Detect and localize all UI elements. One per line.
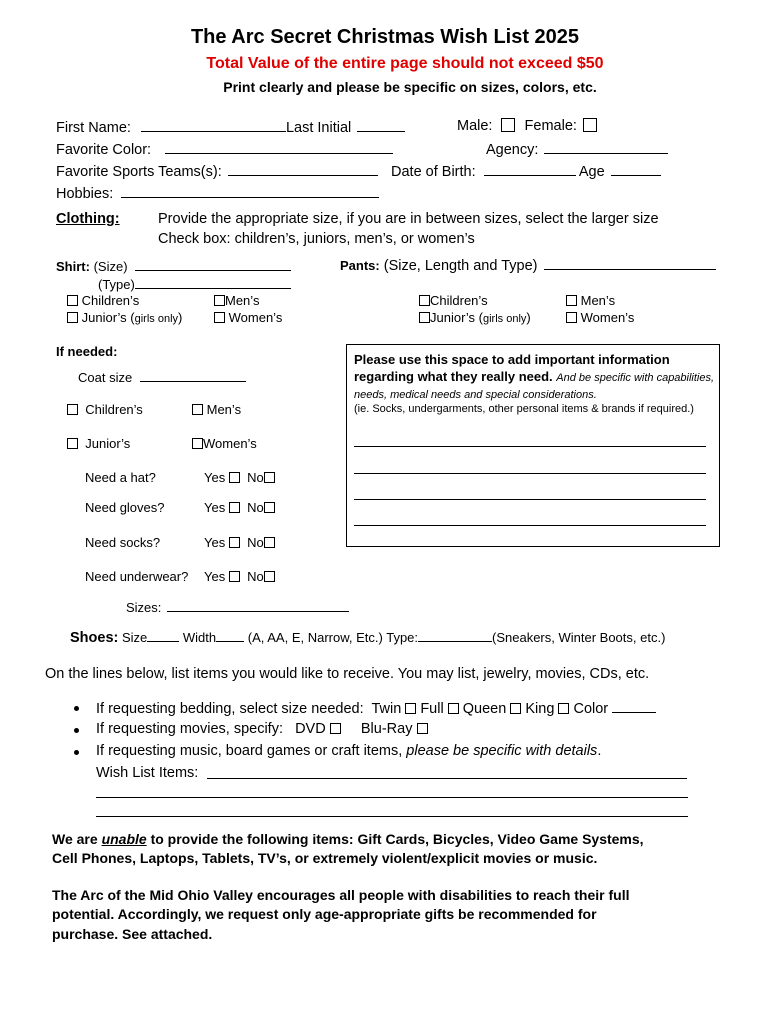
female-checkbox[interactable] [583, 118, 597, 132]
age-field[interactable] [611, 162, 661, 176]
male-checkbox[interactable] [501, 118, 515, 132]
bullet-bedding [74, 706, 79, 711]
full-label: Full [420, 701, 444, 717]
page-title: The Arc Secret Christmas Wish List 2025 [190, 26, 580, 48]
gloves-question: Need gloves? [85, 500, 165, 515]
first-name-field[interactable] [141, 118, 286, 132]
pants-mens-checkbox[interactable] [566, 295, 577, 306]
shoes-size-label: Size [121, 630, 148, 645]
underwear-options [204, 569, 275, 584]
wishlist-line-3[interactable] [96, 816, 688, 817]
pants-womens-option[interactable] [566, 310, 634, 325]
hobbies-row [56, 184, 379, 202]
coat-size-label: Coat size [78, 370, 133, 385]
bluray-label: Blu-Ray [360, 721, 413, 737]
sports-row [56, 162, 378, 180]
shirt-type-label: (Type) [98, 277, 135, 292]
sports-field[interactable] [228, 162, 378, 176]
hobbies-label: Hobbies: [56, 186, 114, 202]
music-specific-note: please be specific with details [406, 743, 598, 759]
socks-no-checkbox[interactable] [264, 537, 275, 548]
underwear-no-label: No [247, 569, 264, 584]
gloves-yes-label: Yes [204, 500, 226, 515]
shirt-size-field[interactable] [135, 257, 291, 271]
unable-pre: We are [52, 831, 98, 847]
special-needs-instructions [354, 351, 716, 417]
clothing-instructions: Provide the appropriate size, if you are in between sizes, select the larger size [158, 211, 659, 227]
coat-mens-checkbox[interactable] [192, 404, 203, 415]
girls-only-note: girls only [134, 313, 179, 325]
king-label: King [525, 701, 555, 717]
agency-field[interactable] [544, 140, 668, 154]
pants-girls-only-note: girls only [482, 313, 527, 325]
bluray-checkbox[interactable] [417, 723, 428, 734]
special-needs-line-4[interactable] [354, 525, 706, 526]
hat-question: Need a hat? [85, 470, 156, 485]
if-needed-heading: If needed: [56, 344, 118, 359]
coat-juniors-option[interactable] [67, 436, 130, 451]
pants-row [340, 256, 716, 274]
pants-womens-label: Women’s [580, 310, 635, 325]
coat-juniors-checkbox[interactable] [67, 438, 78, 449]
shoes-label: Shoes: [70, 630, 119, 646]
dob-field[interactable] [484, 162, 576, 176]
sizes-label: Sizes: [126, 600, 162, 615]
full-checkbox[interactable] [448, 703, 459, 714]
wishlist-line-2[interactable] [96, 797, 688, 798]
queen-checkbox[interactable] [510, 703, 521, 714]
coat-size-field[interactable] [140, 368, 246, 382]
shoes-type-field[interactable] [418, 628, 492, 642]
bedding-color-field[interactable] [612, 699, 656, 713]
socks-options [204, 535, 275, 550]
favorite-color-field[interactable] [165, 140, 393, 154]
pants-childrens-label: Children’s [430, 293, 488, 308]
bedding-label: If requesting bedding, select size needed: [96, 701, 364, 717]
bedding-row [96, 699, 656, 717]
special-needs-italic: And be specific with capabilities, needs, medical needs and special considerations. [354, 372, 715, 401]
underwear-question: Need underwear? [85, 569, 189, 584]
coat-juniors-label: Junior’s [85, 436, 131, 451]
pants-field[interactable] [544, 256, 716, 270]
shoes-width-field[interactable] [216, 628, 244, 642]
close-paren: ) [178, 310, 183, 325]
shirt-type-field[interactable] [135, 275, 291, 289]
gender-row [457, 118, 597, 134]
pants-close-paren: ) [526, 310, 531, 325]
value-limit-notice: Total Value of the entire page should not exceed $50 [206, 55, 604, 72]
shirt-size-label: (Size) [93, 259, 128, 274]
clothing-checkbox-note: Check box: children’s, juniors, men’s, or women’s [158, 231, 475, 247]
shirt-size-row [56, 257, 291, 274]
sizes-field[interactable] [167, 598, 349, 612]
agency-label: Agency: [486, 142, 539, 158]
coat-mens-label: Men’s [206, 402, 242, 417]
unable-post: to provide the following items: Gift Cards, Bicycles, Video Game Systems, [150, 831, 644, 847]
shirt-juniors-option[interactable] [67, 310, 182, 325]
underwear-yes-checkbox[interactable] [229, 571, 240, 582]
male-label: Male: [457, 118, 493, 134]
shoes-width-options: (A, AA, E, Narrow, Etc.) Type: [247, 630, 419, 645]
wishlist-line-1[interactable] [207, 778, 687, 779]
arc-statement-line-2: potential. Accordingly, we request only age-appropriate gifts be recommended for [52, 906, 597, 922]
dvd-checkbox[interactable] [330, 723, 341, 734]
shirt-womens-label: Women’s [228, 310, 283, 325]
sizes-row [126, 598, 349, 615]
twin-checkbox[interactable] [405, 703, 416, 714]
last-initial-field[interactable] [357, 118, 405, 132]
pants-womens-checkbox[interactable] [566, 312, 577, 323]
music-label: If requesting music, board games or craft items, [96, 743, 403, 759]
king-checkbox[interactable] [558, 703, 569, 714]
shirt-juniors-label: Junior’s ( [81, 310, 135, 325]
hat-yes-label: Yes [204, 470, 226, 485]
pants-mens-label: Men’s [580, 293, 616, 308]
wishlist-items-label: Wish List Items: [96, 765, 199, 781]
socks-yes-checkbox[interactable] [229, 537, 240, 548]
coat-childrens-checkbox[interactable] [67, 404, 78, 415]
last-initial-label: Last Initial [285, 120, 352, 136]
shirt-womens-option[interactable] [214, 310, 282, 325]
shirt-childrens-label: Children’s [81, 293, 140, 308]
special-needs-line-2[interactable] [354, 473, 706, 474]
pants-childrens-option[interactable] [419, 293, 488, 308]
special-needs-line-3[interactable] [354, 499, 706, 500]
bullet-movies [74, 728, 79, 733]
shirt-juniors-checkbox[interactable] [67, 312, 78, 323]
hat-options [204, 470, 275, 485]
hat-no-checkbox[interactable] [264, 472, 275, 483]
shoes-row [70, 628, 665, 646]
clothing-heading: Clothing: [56, 211, 120, 227]
agency-row [486, 140, 668, 158]
gloves-no-checkbox[interactable] [264, 502, 275, 513]
pants-juniors-option[interactable] [419, 310, 531, 325]
special-needs-line-1[interactable] [354, 446, 706, 447]
age-label: Age [578, 164, 605, 180]
female-label: Female: [524, 118, 577, 134]
socks-yes-label: Yes [204, 535, 226, 550]
unable-line-1 [52, 831, 644, 847]
hat-yes-checkbox[interactable] [229, 472, 240, 483]
dob-label: Date of Birth: [391, 164, 476, 180]
underwear-no-checkbox[interactable] [264, 571, 275, 582]
shirt-womens-checkbox[interactable] [214, 312, 225, 323]
coat-womens-checkbox[interactable] [192, 438, 203, 449]
favorite-color-label: Favorite Color: [56, 142, 152, 158]
pants-mens-option[interactable] [566, 293, 615, 308]
special-needs-bold: Please use this space to add important information regarding what they really need. [354, 352, 670, 384]
pants-juniors-checkbox[interactable] [419, 312, 430, 323]
coat-womens-option[interactable] [192, 436, 257, 451]
sports-label: Favorite Sports Teams(s): [56, 164, 222, 180]
socks-no-label: No [247, 535, 264, 550]
shirt-childrens-checkbox[interactable] [67, 295, 78, 306]
shirt-childrens-option[interactable] [67, 293, 139, 308]
shirt-type-row [98, 275, 291, 292]
print-instruction: Print clearly and please be specific on sizes, colors, etc. [223, 79, 597, 95]
gloves-yes-checkbox[interactable] [229, 502, 240, 513]
favorite-color-row [56, 140, 393, 158]
twin-label: Twin [371, 701, 402, 717]
movies-label: If requesting movies, specify: [96, 721, 283, 737]
music-row [96, 743, 601, 759]
pants-juniors-label: Junior’s ( [430, 310, 483, 325]
first-name-label: First Name: [56, 120, 131, 136]
underwear-yes-label: Yes [204, 569, 226, 584]
first-name-row [56, 118, 405, 136]
pants-desc: (Size, Length and Type) [383, 258, 538, 274]
special-needs-box [346, 344, 720, 547]
coat-womens-label: Women’s [203, 436, 257, 451]
shoes-size-field[interactable] [147, 628, 179, 642]
shirt-mens-label: Men’s [225, 293, 260, 308]
color-label: Color [573, 701, 609, 717]
gloves-no-label: No [247, 500, 264, 515]
shirt-mens-option[interactable] [214, 293, 259, 308]
movies-row [96, 721, 428, 737]
bullet-music [74, 750, 79, 755]
coat-childrens-option[interactable] [67, 402, 143, 417]
unable-word: unable [101, 831, 147, 847]
shoes-width-label: Width [182, 630, 217, 645]
special-needs-note: (ie. Socks, undergarments, other personal items & brands if required.) [354, 403, 694, 415]
pants-label: Pants: [340, 258, 380, 273]
socks-question: Need socks? [85, 535, 161, 550]
wishlist-intro: On the lines below, list items you would like to receive. You may list, jewelry, movies, CDs, etc. [45, 666, 650, 682]
shoes-type-options: (Sneakers, Winter Boots, etc.) [492, 630, 666, 645]
pants-childrens-checkbox[interactable] [419, 295, 430, 306]
coat-childrens-label: Children’s [85, 402, 143, 417]
unable-line-2: Cell Phones, Laptops, Tablets, TV’s, or extremely violent/explicit movies or music. [52, 850, 598, 866]
arc-statement-line-1: The Arc of the Mid Ohio Valley encourages all people with disabilities to reach their full [52, 887, 630, 903]
dvd-label: DVD [295, 721, 326, 737]
hat-no-label: No [247, 470, 264, 485]
shirt-mens-checkbox[interactable] [214, 295, 225, 306]
gloves-options [204, 500, 275, 515]
hobbies-field[interactable] [121, 184, 379, 198]
coat-mens-option[interactable] [192, 402, 241, 417]
queen-label: Queen [462, 701, 507, 717]
arc-statement-line-3: purchase. See attached. [52, 926, 213, 942]
coat-size-row [78, 368, 246, 385]
dob-age-row [391, 162, 661, 180]
music-period: . [597, 743, 602, 759]
shirt-label: Shirt: [56, 259, 90, 274]
